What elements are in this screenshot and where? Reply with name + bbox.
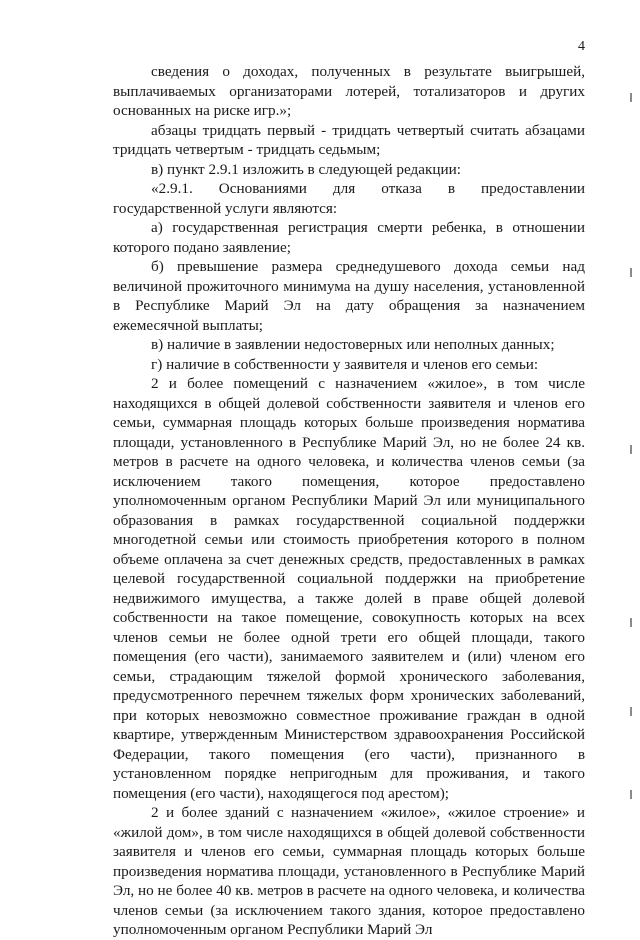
paragraph-2: абзацы тридцать первый - тридцать четвертый считать абзацами тридцать четвертым - тридцать седьмым; (113, 121, 585, 158)
scan-edge-mark (630, 618, 632, 627)
document-body (113, 62, 585, 940)
scan-edge-mark (630, 790, 632, 799)
paragraph-9: 2 и более помещений с назначением «жилое», в том числе находящихся в общей долевой собственности заявителя и членов его семьи, суммарная площадь которых больше произведения норматива площади, установленного в Республике Марий Эл, но не более 24 кв. метров в расчете на одного человека, и количества членов семьи (за исключением такого помещения, которое предоставлено уполномоченным органом Республики Марий Эл или муниципального образования в рамках государственной социальной поддержки многодетной семьи или стоимость приобретения которого в полном объеме оплачена за счет денежных средств, предоставленных в рамках целевой государственной социальной поддержки на приобретение недвижимого имущества, а также долей в праве общей долевой собственности на такое помещение, совокупность которых на всех членов семьи не более одной трети его общей площади, такого помещения (его части), занимаемого заявителем и (или) членом его семьи, страдающим тяжелой формой хронического заболевания, предусмотренного перечнем тяжелых форм хронических заболеваний, при которых невозможно совместное проживание граждан в одной квартире, утвержденным Министерством здравоохранения Российской Федерации, такого помещения (его части), признанного в установленном порядке непригодным для проживания, и такого помещения (его части), находящегося под арестом); (113, 375, 585, 802)
scan-edge-mark (630, 93, 632, 102)
scan-edge-mark (630, 268, 632, 277)
paragraph-3: в) пункт 2.9.1 изложить в следующей редакции: (151, 160, 462, 178)
scan-edge-mark (630, 707, 632, 716)
paragraph-7: в) наличие в заявлении недостоверных или неполных данных; (151, 336, 555, 353)
paragraph-5: а) государственная регистрация смерти ребенка, в отношении которого подано заявление; (113, 219, 585, 256)
paragraph-8: г) наличие в собственности у заявителя и членов его семьи: (151, 355, 539, 373)
page-number: 4 (578, 39, 585, 54)
paragraph-4: «2.9.1. Основаниями для отказа в предоставлении государственной услуги являются: (113, 180, 585, 217)
paragraph-1: сведения о доходах, полученных в результате выигрышей, выплачиваемых организаторами лотерей, тотализаторов и других основанных на риске игр.»; (113, 63, 585, 119)
paragraph-6: б) превышение размера среднедушевого дохода семьи над величиной прожиточного минимума на душу населения, установленной в Республике Марий Эл на дату обращения за назначением ежемесячной выплаты; (113, 258, 585, 334)
paragraph-10: 2 и более зданий с назначением «жилое», «жилое строение» и «жилой дом», в том числе находящихся в общей долевой собственности заявителя и членов его семьи, суммарная площадь которых больше произведения норматива площади, установленного в Республике Марий Эл, но не более 40 кв. метров в расчете на одного человека, и количества членов семьи (за исключением такого здания, которое предоставлено уполномоченным органом Республики Марий Эл (113, 804, 585, 938)
scan-edge-mark (630, 445, 632, 454)
